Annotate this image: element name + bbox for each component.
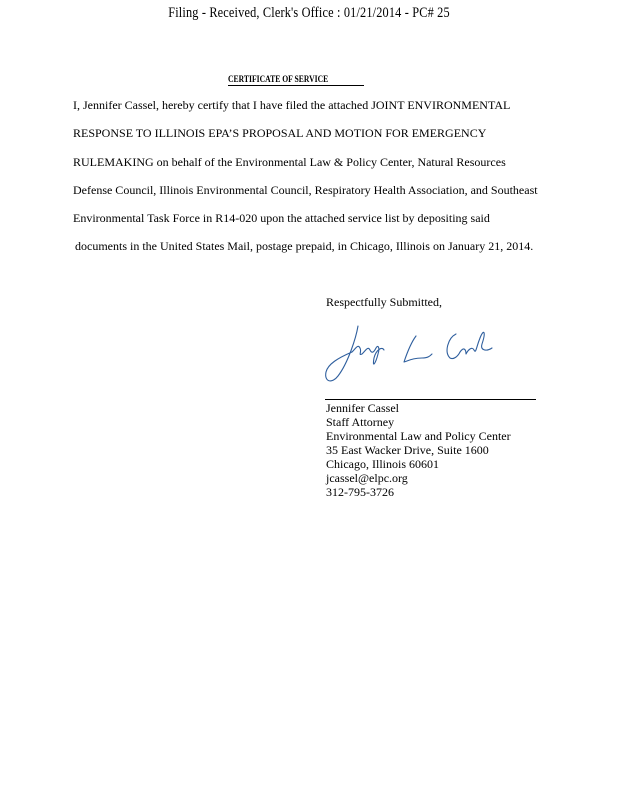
body-line-5: Environmental Task Force in R14-020 upon the attached service list by depositing said [73,211,490,225]
handwritten-signature [318,318,508,388]
body-line-4: Defense Council, Illinois Environmental Council, Respiratory Health Association, and Southeast [73,183,538,197]
signer-name: Jennifer Cassel [326,401,399,415]
city-state-zip: Chicago, Illinois 60601 [326,457,439,471]
certificate-title: CERTIFICATE OF SERVICE [228,74,364,86]
phone-number: 312-795-3726 [326,485,394,499]
signer-title: Staff Attorney [326,415,395,429]
body-line-6: documents in the United States Mail, postage prepaid, in Chicago, Illinois on January 21, 2014. [75,239,534,253]
closing-text: Respectfully Submitted, [326,295,442,309]
body-line-2: RESPONSE TO ILLINOIS EPA’S PROPOSAL AND MOTION FOR EMERGENCY [73,126,487,140]
body-line-3: RULEMAKING on behalf of the Environmental Law & Policy Center, Natural Resources [73,155,506,169]
signature-line [325,399,536,400]
body-line-1: I, Jennifer Cassel, hereby certify that I have filed the attached JOINT ENVIRONMENTAL [73,98,511,112]
organization-name: Environmental Law and Policy Center [326,429,511,443]
street-address: 35 East Wacker Drive, Suite 1600 [326,443,489,457]
filing-header: Filing - Received, Clerk's Office : 01/21/2014 - PC# 25 [168,5,450,21]
email-address: jcassel@elpc.org [326,471,408,485]
